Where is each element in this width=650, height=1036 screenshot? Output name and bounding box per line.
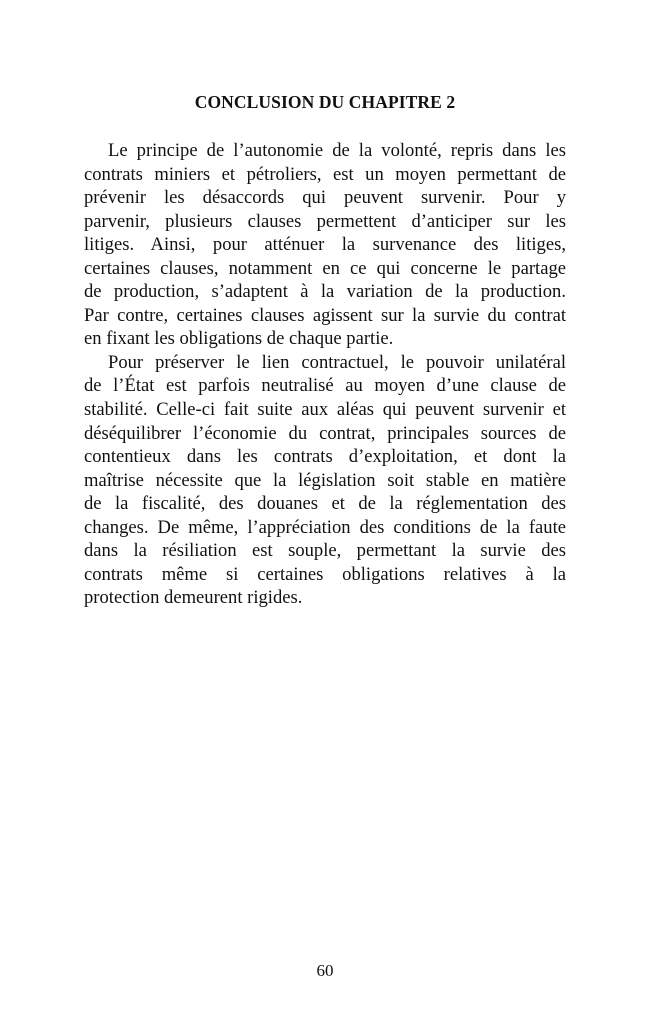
- text-line: de production, s’adaptent à la variation de la production.: [84, 281, 566, 303]
- text-line: protection demeurent rigides.: [84, 587, 303, 609]
- body-text: [84, 139, 566, 610]
- text-line: contrats miniers et pétroliers, est un moyen permettant de: [84, 163, 566, 185]
- text-line: parvenir, plusieurs clauses permettent d’anticiper sur les: [84, 210, 566, 232]
- page-number: 60: [316, 961, 334, 980]
- chapter-conclusion-title: CONCLUSION DU CHAPITRE 2: [194, 92, 456, 112]
- text-line: de la fiscalité, des douanes et de la réglementation des: [84, 493, 566, 515]
- text-line: Pour préserver le lien contractuel, le pouvoir unilatéral: [108, 351, 566, 373]
- text-line: de l’État est parfois neutralisé au moyen d’une clause de: [84, 375, 566, 397]
- paragraph: [84, 351, 566, 610]
- text-line: contrats même si certaines obligations relatives à la: [84, 563, 566, 585]
- text-line: contentieux dans les contrats d’exploitation, et dont la: [84, 446, 566, 468]
- text-line: déséquilibrer l’économie du contrat, principales sources de: [84, 422, 566, 444]
- text-line: certaines clauses, notamment en ce qui concerne le partage: [84, 257, 566, 279]
- text-line: prévenir les désaccords qui peuvent survenir. Pour y: [84, 187, 566, 209]
- text-line: litiges. Ainsi, pour atténuer la survenance des litiges,: [84, 234, 566, 256]
- text-line: maîtrise nécessite que la législation soit stable en matière: [84, 469, 566, 491]
- text-line: dans la résiliation est souple, permettant la survie des: [84, 540, 566, 562]
- text-line: en fixant les obligations de chaque partie.: [84, 328, 394, 350]
- text-line: Le principe de l’autonomie de la volonté, repris dans les: [108, 140, 566, 161]
- text-line: changes. De même, l’appréciation des conditions de la faute: [84, 516, 566, 538]
- text-line: Par contre, certaines clauses agissent sur la survie du contrat: [84, 304, 566, 326]
- paragraph: [84, 139, 566, 351]
- text-line: stabilité. Celle-ci fait suite aux aléas qui peuvent survenir et: [84, 399, 566, 421]
